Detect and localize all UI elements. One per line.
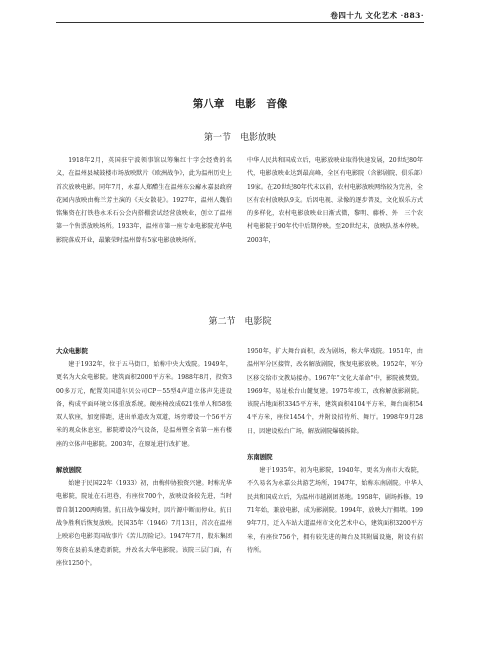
entry-text-jiefang: 始建于民国22年（1933）初，由梅仲协独资兴建。时称光华电影院，院址在石坦巷，有座位700个，放映设备较先进，当时曾自制1200两购置。抗日战争爆发时，因片源中断而停业。抗日战争胜利后恢复放映。民国35年（1946）7月13日，首次在温州上映彩色电影美国故事片《苦儿历险记》。1947年7月，股东集团筹资在县前头建造新院，并改名大华电影院。该院三层门面，有座位1250个。	[56, 480, 232, 567]
entry-text-dongnan: 建于1935年，初为电影院，1940年，更名为南市大戏院，不久易名为永嘉公共游艺场所，1947年，始称东南剧院。中华人民共和国成立后，为温州市越剧团基地。1958年，剧场拆修。1971年始，兼放电影，成为影剧院。1994年，放映大厅拥堵。1999年7月，迁入车站大道温州市文化艺术中心，建筑面积3200平方米，有座位756个，拥有较先进的舞台及其附属设施，附设有招待所。	[247, 467, 423, 554]
entry-title-dongnan: 东南剧院	[247, 453, 273, 462]
header-rule	[56, 22, 424, 23]
entry-title-jiefang: 解放剧院	[56, 466, 82, 475]
section2-left-column	[56, 345, 232, 570]
section1-right-column	[247, 154, 423, 247]
page-header	[0, 0, 480, 28]
section2-right-column	[247, 345, 423, 557]
entry-text-jiefang-continued: 1950年，扩大舞台面积，改为剧场，称大华戏院。1951年，由温州军分区接管，改名解放剧院，恢复电影放映。1952年，军分区移交给市文教局接办。1967年“文化大革命”中，影院被焚毁。1969年，易址松台山麓复建。1975年竣工，改称解放影剧院。该院占地面积3345平方米，建筑面积4104平方米，舞台面积544平方米，座位1454个，并附设招待所、舞厅。1998年9月28日，因建设松台广场，解放剧院爆破拆除。	[247, 348, 423, 435]
chapter-title: 第八章 电影 音像	[192, 98, 288, 110]
section-title-2: 第二节 电影院	[208, 317, 272, 327]
running-title: 卷四十九 文化艺术 ·883·	[330, 11, 424, 20]
section-title-1: 第一节 电影放映	[203, 133, 276, 143]
entry-title-dazhong: 大众电影院	[56, 347, 88, 355]
section1-left-paragraph: 1918年2月，英国驻宁波领事馆以筹集红十字会经费的名义，在温州县城鼓楼市场放映默片《欧洲战争》，此为温州历史上首次放映电影。同年7月，永嘉人郑醴生在温州东公廨永嘉县政府花园内放映由梅兰芳主演的《天女散花》。1927年，温州人魏伯铭集资在打铁巷永禾石公会内搭棚尝试经营放映业，创立了温州第一个售票放映场所。1933年，温州市第一座专业电影院光华电影院落成开业，最繁荣时温州曾有5家电影放映场所。	[56, 157, 232, 244]
section1-right-paragraph: 中华人民共和国成立后，电影放映业取得快速发展，20世纪80年代，电影放映业达到最高峰，全区有电影院（含影剧院、俱乐部）19家。在20世纪80年代末以前，农村电影放映网络较为完善，全区有农村放映队9支。后因电视、录像的逐步普及，文化娱乐方式的多样化，农村电影放映业日渐式微，黎明、藤桥、外 三个农村电影院于90年代中后期停映。至20世纪末，放映队基本停映。2003年，	[247, 157, 423, 244]
section1-left-column	[56, 154, 232, 247]
entry-text-dazhong: 建于1932年，位于五马街口，始称中央大戏院。1949年，更名为大众电影院。建筑面积2000平方米。1988年8月，投资300多万元，配置美国道尔贝公司CP－55型4声道立体声先进设备，构成平面环境立体重放系统。硬座椅改成621张单人和58张双人软座，加宽排距，进出单道改为双道，场旁增设一个56平方米的观众休息室，影院增设冷气设备，是温州暨全省第一座有楼座的立体声电影院。2003年，在原址进行改扩建。	[56, 361, 232, 448]
